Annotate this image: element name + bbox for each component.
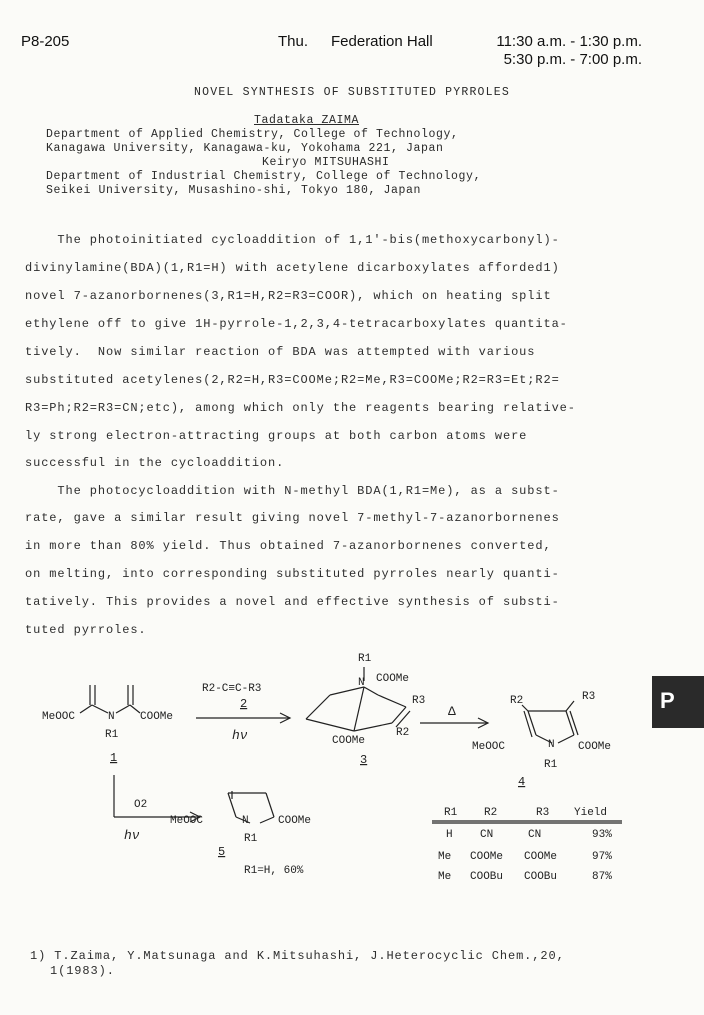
author-1: Tadataka ZAIMA: [254, 114, 360, 127]
table-header: R3: [536, 807, 550, 819]
scheme-r2-3: R2: [396, 727, 410, 739]
body-line: tatively. This provides a novel and effective synthesis of substi-: [25, 595, 560, 609]
author-2: Keiryo MITSUHASHI: [262, 156, 390, 169]
body-line: R3=Ph;R2=R3=CN;etc), among which only the reagents bearing relative-: [25, 401, 576, 415]
table-cell: Me: [438, 851, 452, 863]
scheme-compound-2: 2: [240, 697, 248, 711]
scheme-hv-2: hν: [124, 828, 140, 843]
body-line: rate, gave a similar result giving novel 7-methyl-7-azanorbornenes: [25, 511, 560, 525]
scheme-compound-5: 5: [218, 845, 226, 859]
scheme-r1-5: R1: [244, 833, 258, 845]
session-day: Thu.: [278, 33, 309, 50]
scheme-coome-4: COOMe: [578, 741, 612, 753]
table-cell: COOMe: [470, 851, 504, 863]
body-line: substituted acetylenes(2,R2=H,R3=COOMe;R2=Me,R3=COOMe;R2=R3=Et;R2=: [25, 373, 560, 387]
scheme-yield-5: R1=H, 60%: [244, 865, 304, 877]
scheme-coome-3a: COOMe: [376, 673, 410, 685]
affiliation-2-line-1: Department of Industrial Chemistry, College of Technology,: [46, 170, 482, 183]
scheme-alkyne: R2-C≡C-R3: [202, 683, 262, 695]
scheme-r1-4: R1: [544, 759, 558, 771]
scheme-n-1: N: [108, 711, 115, 723]
table-cell: 97%: [592, 851, 612, 863]
scheme-r2-4: R2: [510, 695, 524, 707]
body-line: ly strong electron-attracting groups at both carbon atoms were: [25, 429, 528, 443]
scheme-meooc-4: MeOOC: [472, 741, 506, 753]
body-line: successful in the cycloaddition.: [25, 456, 285, 470]
body-line: on melting, into corresponding substituted pyrroles nearly quanti-: [25, 567, 560, 581]
table-cell: COOMe: [524, 851, 558, 863]
scheme-r3-4: R3: [582, 691, 596, 703]
reaction-scheme: [0, 645, 704, 885]
body-line: ethylene off to give 1H-pyrrole-1,2,3,4-tetracarboxylates quantita-: [25, 317, 568, 331]
scheme-n-3: N: [358, 677, 365, 689]
scheme-coome-3b: COOMe: [332, 735, 366, 747]
scheme-r3-3: R3: [412, 695, 426, 707]
table-header: Yield: [574, 807, 608, 819]
body-line: divinylamine(BDA)(1,R1=H) with acetylene dicarboxylates afforded1): [25, 261, 560, 275]
section-tab-label: P: [660, 688, 675, 713]
scheme-r1-1: R1: [105, 729, 119, 741]
scheme-heat: Δ: [448, 704, 456, 719]
paper-title: NOVEL SYNTHESIS OF SUBSTITUTED PYRROLES: [194, 86, 510, 99]
body-line: novel 7-azanorbornenes(3,R1=H,R2=R3=COOR), which on heating split: [25, 289, 552, 303]
yield-table: [438, 807, 612, 883]
table-cell: CN: [528, 829, 542, 841]
body-line: in more than 80% yield. Thus obtained 7-azanorbornenes converted,: [25, 539, 552, 553]
scheme-coome-1: COOMe: [140, 711, 174, 723]
table-cell: CN: [480, 829, 494, 841]
footnote-line-2: 1(1983).: [50, 964, 115, 978]
scheme-compound-4: 4: [518, 775, 526, 789]
footnote-line-1: 1) T.Zaima, Y.Matsunaga and K.Mitsuhashi, J.Heterocyclic Chem.,20,: [30, 949, 565, 963]
affiliation-1-line-2: Kanagawa University, Kanagawa-ku, Yokohama 221, Japan: [46, 142, 444, 155]
scheme-r1-3: R1: [358, 653, 372, 665]
table-cell: H: [446, 829, 453, 841]
body-line: tuted pyrroles.: [25, 623, 147, 637]
affiliation-2-line-2: Seikei University, Musashino-shi, Tokyo 180, Japan: [46, 184, 422, 197]
table-header: R2: [484, 807, 498, 819]
body-line: tively. Now similar reaction of BDA was attempted with various: [25, 345, 536, 359]
scheme-compound-1: 1: [110, 751, 118, 765]
scheme-o2: O2: [134, 799, 148, 811]
table-cell: Me: [438, 871, 452, 883]
table-header: R1: [444, 807, 458, 819]
body-line: The photoinitiated cycloaddition of 1,1'-bis(methoxycarbonyl)-: [25, 233, 560, 247]
scheme-n-4: N: [548, 739, 555, 751]
scheme-meooc-5: MeOOC: [170, 815, 204, 827]
session-hall: Federation Hall: [331, 33, 433, 50]
scheme-compound-3: 3: [360, 753, 368, 767]
abstract-code: P8-205: [21, 33, 70, 50]
table-cell: 87%: [592, 871, 612, 883]
table-cell: COOBu: [470, 871, 504, 883]
scheme-n-5: N: [242, 815, 249, 827]
affiliation-1-line-1: Department of Applied Chemistry, College of Technology,: [46, 128, 459, 141]
session-time-2: 5:30 p.m. - 7:00 p.m.: [503, 51, 642, 68]
table-cell: COOBu: [524, 871, 558, 883]
session-time-1: 11:30 a.m. - 1:30 p.m.: [496, 33, 642, 50]
body-line: The photocycloaddition with N-methyl BDA(1,R1=Me), as a subst-: [25, 484, 560, 498]
scheme-hv-1: hν: [232, 728, 248, 743]
scheme-coome-5: COOMe: [278, 815, 312, 827]
scheme-meooc-1: MeOOC: [42, 711, 76, 723]
table-cell: 93%: [592, 829, 612, 841]
